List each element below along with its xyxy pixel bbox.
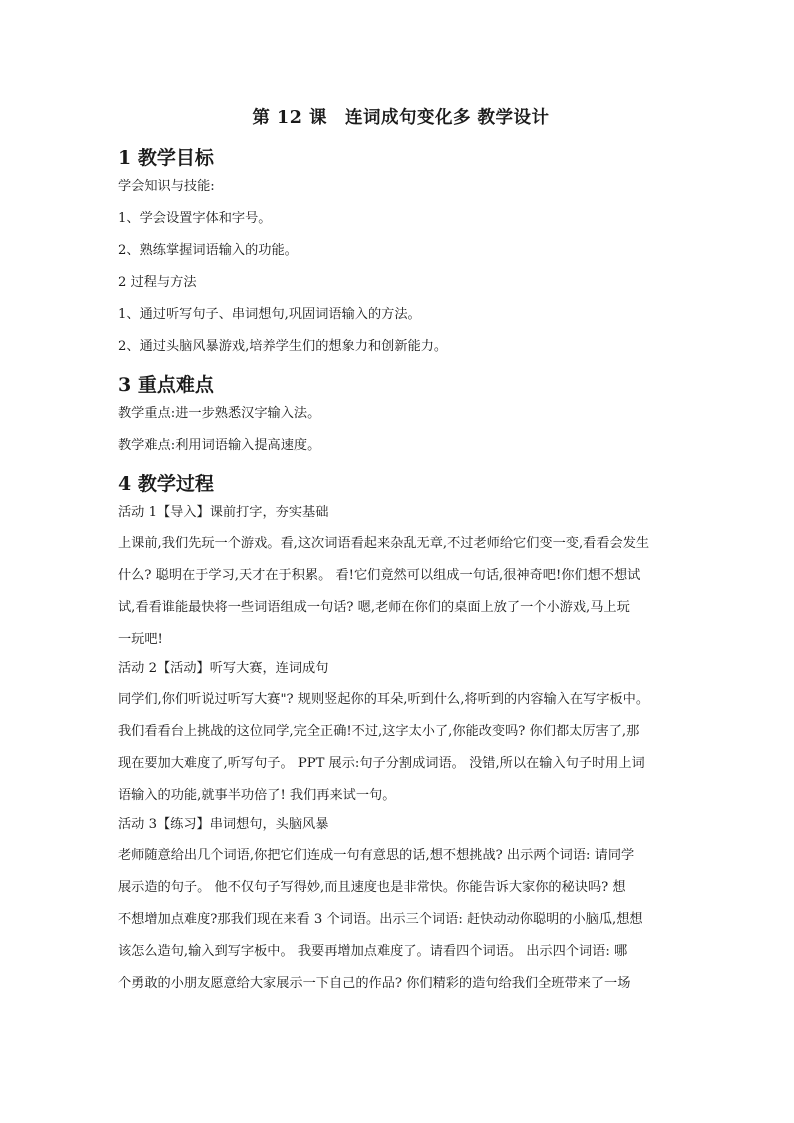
activity-1-body <box>118 528 684 656</box>
text-line: 学会知识与技能: <box>118 179 215 194</box>
paragraph-line: 一玩吧! <box>118 632 163 647</box>
paragraph-line: 现在要加大难度了,听写句子。 PPT 展示:句子分割成词语。 没错,所以在输入句子时用上词 <box>118 756 645 771</box>
activity-1-title: 活动 1【导入】课前打字，夯实基础 <box>118 505 329 520</box>
activity-2-body <box>118 684 684 812</box>
paragraph-line: 同学们,你们听说过听写大赛"? 规则竖起你的耳朵,听到什么,将听到的内容输入在写字板中。 <box>118 692 650 707</box>
document-title: 第 12 课 连词成句变化多 教学设计 <box>252 108 550 128</box>
activity-3-title: 活动 3【练习】串词想句，头脑风暴 <box>118 817 329 832</box>
paragraph-line: 我们看看台上挑战的这位同学,完全正确!不过,这字太小了,你能改变吗? 你们都太厉害了,那 <box>118 724 640 739</box>
paragraph-line: 不想增加点难度?那我们现在来看 3 个词语。出示三个词语: 赶快动动你聪明的小脑瓜,想想 <box>118 912 643 927</box>
text-line: 1、通过听写句子、串词想句,巩固词语输入的方法。 <box>118 307 421 322</box>
text-line: 2、通过头脑风暴游戏,培养学生们的想象力和创新能力。 <box>118 339 448 354</box>
text-line: 教学难点:利用词语输入提高速度。 <box>118 438 321 453</box>
paragraph-line: 老师随意给出几个词语,你把它们连成一句有意思的话,想不想挑战? 出示两个词语: 请同学 <box>118 848 635 863</box>
text-line: 2 过程与方法 <box>118 275 197 290</box>
section-heading-key-points: 3 重点难点 <box>118 374 214 396</box>
activity-3-body <box>118 840 684 1000</box>
paragraph-line: 展示造的句子。 他不仅句子写得妙,而且速度也是非常快。你能告诉大家你的秘诀吗? 想 <box>118 880 626 895</box>
text-line: 2、熟练掌握词语输入的功能。 <box>118 243 298 258</box>
activity-2-title: 活动 2【活动】听写大赛，连词成句 <box>118 661 329 676</box>
text-line: 教学重点:进一步熟悉汉字输入法。 <box>118 406 321 421</box>
paragraph-line: 该怎么造句,输入到写字板中。 我要再增加点难度了。请看四个词语。 出示四个词语: 哪 <box>118 944 628 959</box>
paragraph-line: 试,看看谁能最快将一些词语组成一句话? 嗯,老师在你们的桌面上放了一个小游戏,马上玩 <box>118 600 630 615</box>
paragraph-line: 什么? 聪明在于学习,天才在于积累。 看!它们竟然可以组成一句话,很神奇吧!你们想不想试 <box>118 568 641 583</box>
section-heading-process: 4 教学过程 <box>118 473 214 495</box>
paragraph-line: 个勇敢的小朋友愿意给大家展示一下自己的作品? 你们精彩的造句给我们全班带来了一场 <box>118 976 631 991</box>
paragraph-line: 语输入的功能,就事半功倍了! 我们再来试一句。 <box>118 788 396 803</box>
text-line: 1、学会设置字体和字号。 <box>118 211 272 226</box>
paragraph-line: 上课前,我们先玩一个游戏。看,这次词语看起来杂乱无章,不过老师给它们变一变,看看会发生 <box>118 536 650 551</box>
section-heading-objectives: 1 教学目标 <box>118 147 214 169</box>
